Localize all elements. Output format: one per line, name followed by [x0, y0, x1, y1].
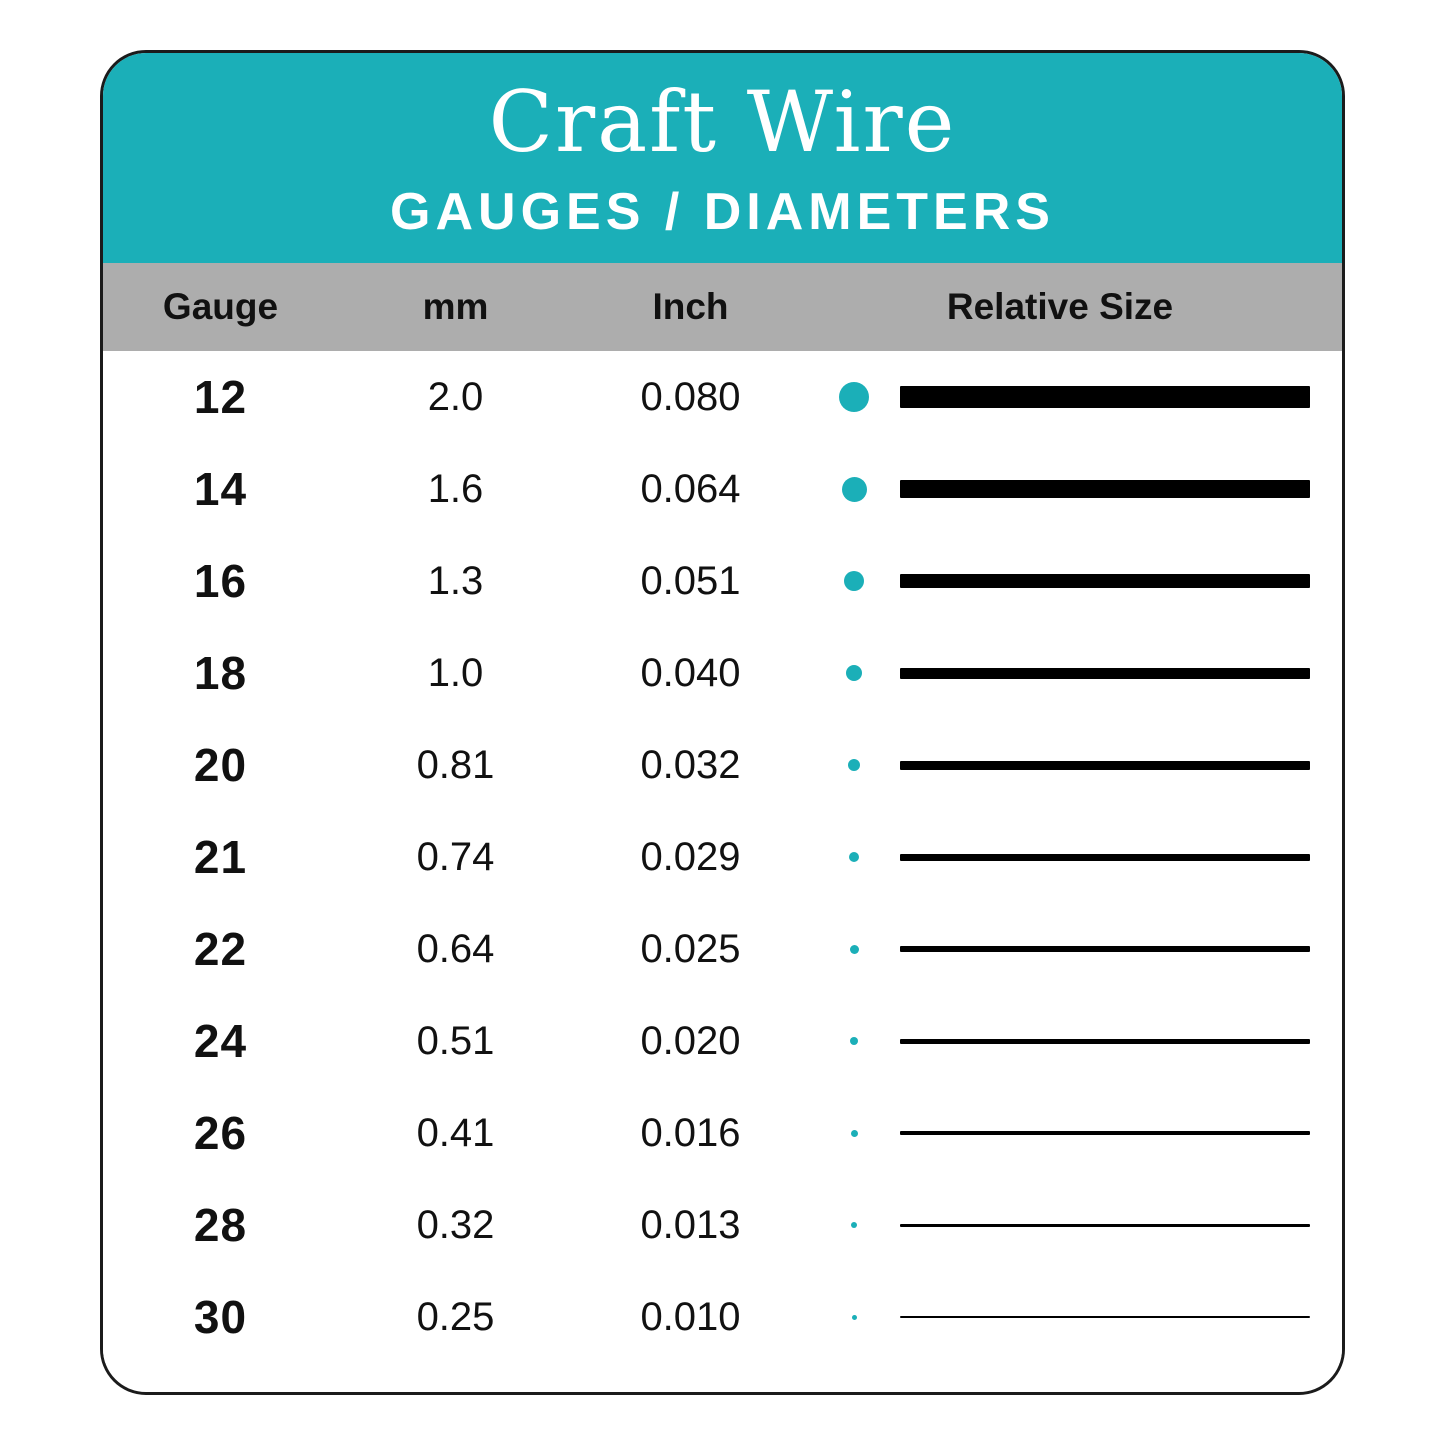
wire-thickness-bar — [900, 574, 1310, 588]
cell-relative-size — [808, 1315, 1342, 1320]
column-header-relative-size: Relative Size — [946, 286, 1174, 327]
wire-cross-section-dot-container — [808, 665, 900, 681]
cell-inch: 0.032 — [640, 742, 741, 787]
wire-thickness-bar — [900, 946, 1310, 952]
cell-relative-size — [808, 382, 1342, 412]
cell-relative-size — [808, 665, 1342, 681]
cell-gauge: 18 — [193, 647, 248, 699]
wire-thickness-bar-container — [900, 574, 1310, 588]
table-row — [103, 443, 1342, 535]
wire-cross-section-dot-container — [808, 945, 900, 954]
cell-relative-size — [808, 945, 1342, 954]
cell-mm: 0.64 — [416, 926, 495, 971]
cell-mm: 0.41 — [416, 1110, 495, 1155]
page-title: Craft Wire — [488, 73, 957, 171]
cell-mm: 0.32 — [416, 1202, 495, 1247]
cell-mm: 0.51 — [416, 1018, 495, 1063]
cell-inch: 0.064 — [640, 466, 741, 511]
cell-relative-size — [808, 1222, 1342, 1228]
cell-gauge: 22 — [193, 923, 248, 975]
wire-cross-section-dot — [852, 1315, 857, 1320]
cell-relative-size — [808, 571, 1342, 591]
card-header — [103, 53, 1342, 263]
wire-thickness-bar-container — [900, 1039, 1310, 1044]
cell-gauge: 16 — [193, 555, 248, 607]
cell-inch: 0.016 — [640, 1110, 741, 1155]
wire-cross-section-dot — [844, 571, 864, 591]
wire-thickness-bar-container — [900, 1224, 1310, 1227]
wire-cross-section-dot-container — [808, 852, 900, 862]
table-row — [103, 995, 1342, 1087]
wire-thickness-bar-container — [900, 761, 1310, 770]
wire-cross-section-dot-container — [808, 1222, 900, 1228]
wire-cross-section-dot — [851, 1130, 858, 1137]
cell-mm: 0.25 — [416, 1294, 495, 1339]
cell-gauge: 14 — [193, 463, 248, 515]
table-body — [103, 351, 1342, 1363]
table-row — [103, 1087, 1342, 1179]
cell-mm: 1.6 — [427, 466, 484, 511]
wire-thickness-bar — [900, 480, 1310, 498]
wire-thickness-bar — [900, 1131, 1310, 1135]
cell-mm: 2.0 — [427, 374, 484, 419]
table-column-headers — [103, 263, 1342, 351]
wire-cross-section-dot-container — [808, 571, 900, 591]
wire-cross-section-dot — [849, 852, 859, 862]
wire-thickness-bar — [900, 761, 1310, 770]
cell-relative-size — [808, 852, 1342, 862]
wire-cross-section-dot-container — [808, 1130, 900, 1137]
wire-thickness-bar-container — [900, 946, 1310, 952]
cell-inch: 0.010 — [640, 1294, 741, 1339]
column-header-inch: Inch — [652, 286, 729, 327]
table-row — [103, 719, 1342, 811]
table-row — [103, 1179, 1342, 1271]
wire-gauge-card — [100, 50, 1345, 1395]
cell-mm: 1.3 — [427, 558, 484, 603]
wire-thickness-bar — [900, 668, 1310, 679]
wire-cross-section-dot — [842, 477, 867, 502]
page-subtitle: GAUGES / DIAMETERS — [390, 183, 1055, 241]
cell-gauge: 24 — [193, 1015, 248, 1067]
wire-cross-section-dot — [851, 1222, 857, 1228]
column-header-mm: mm — [422, 286, 489, 327]
wire-cross-section-dot-container — [808, 382, 900, 412]
wire-cross-section-dot — [848, 759, 860, 771]
cell-mm: 0.81 — [416, 742, 495, 787]
cell-gauge: 26 — [193, 1107, 248, 1159]
wire-thickness-bar-container — [900, 1316, 1310, 1318]
wire-thickness-bar — [900, 386, 1310, 408]
cell-gauge: 12 — [193, 371, 248, 423]
table-row — [103, 535, 1342, 627]
wire-cross-section-dot — [839, 382, 869, 412]
wire-thickness-bar — [900, 1039, 1310, 1044]
column-header-gauge: Gauge — [162, 286, 279, 327]
wire-cross-section-dot-container — [808, 477, 900, 502]
wire-thickness-bar-container — [900, 668, 1310, 679]
cell-relative-size — [808, 759, 1342, 771]
wire-cross-section-dot — [850, 945, 859, 954]
table-row — [103, 627, 1342, 719]
wire-thickness-bar-container — [900, 480, 1310, 498]
cell-inch: 0.025 — [640, 926, 741, 971]
wire-cross-section-dot-container — [808, 1037, 900, 1045]
wire-thickness-bar-container — [900, 1131, 1310, 1135]
wire-thickness-bar-container — [900, 854, 1310, 861]
cell-relative-size — [808, 477, 1342, 502]
wire-thickness-bar-container — [900, 386, 1310, 408]
cell-gauge: 28 — [193, 1199, 248, 1251]
cell-inch: 0.080 — [640, 374, 741, 419]
cell-gauge: 20 — [193, 739, 248, 791]
wire-cross-section-dot-container — [808, 1315, 900, 1320]
wire-thickness-bar — [900, 854, 1310, 861]
wire-cross-section-dot-container — [808, 759, 900, 771]
wire-cross-section-dot — [846, 665, 862, 681]
wire-thickness-bar — [900, 1224, 1310, 1227]
cell-gauge: 30 — [193, 1291, 248, 1343]
cell-inch: 0.040 — [640, 650, 741, 695]
cell-inch: 0.051 — [640, 558, 741, 603]
cell-inch: 0.020 — [640, 1018, 741, 1063]
cell-inch: 0.013 — [640, 1202, 741, 1247]
wire-cross-section-dot — [850, 1037, 858, 1045]
table-row — [103, 351, 1342, 443]
table-row — [103, 811, 1342, 903]
cell-gauge: 21 — [193, 831, 248, 883]
cell-relative-size — [808, 1037, 1342, 1045]
cell-mm: 1.0 — [427, 650, 484, 695]
cell-inch: 0.029 — [640, 834, 741, 879]
cell-relative-size — [808, 1130, 1342, 1137]
cell-mm: 0.74 — [416, 834, 495, 879]
wire-thickness-bar — [900, 1316, 1310, 1318]
table-row — [103, 1271, 1342, 1363]
table-row — [103, 903, 1342, 995]
